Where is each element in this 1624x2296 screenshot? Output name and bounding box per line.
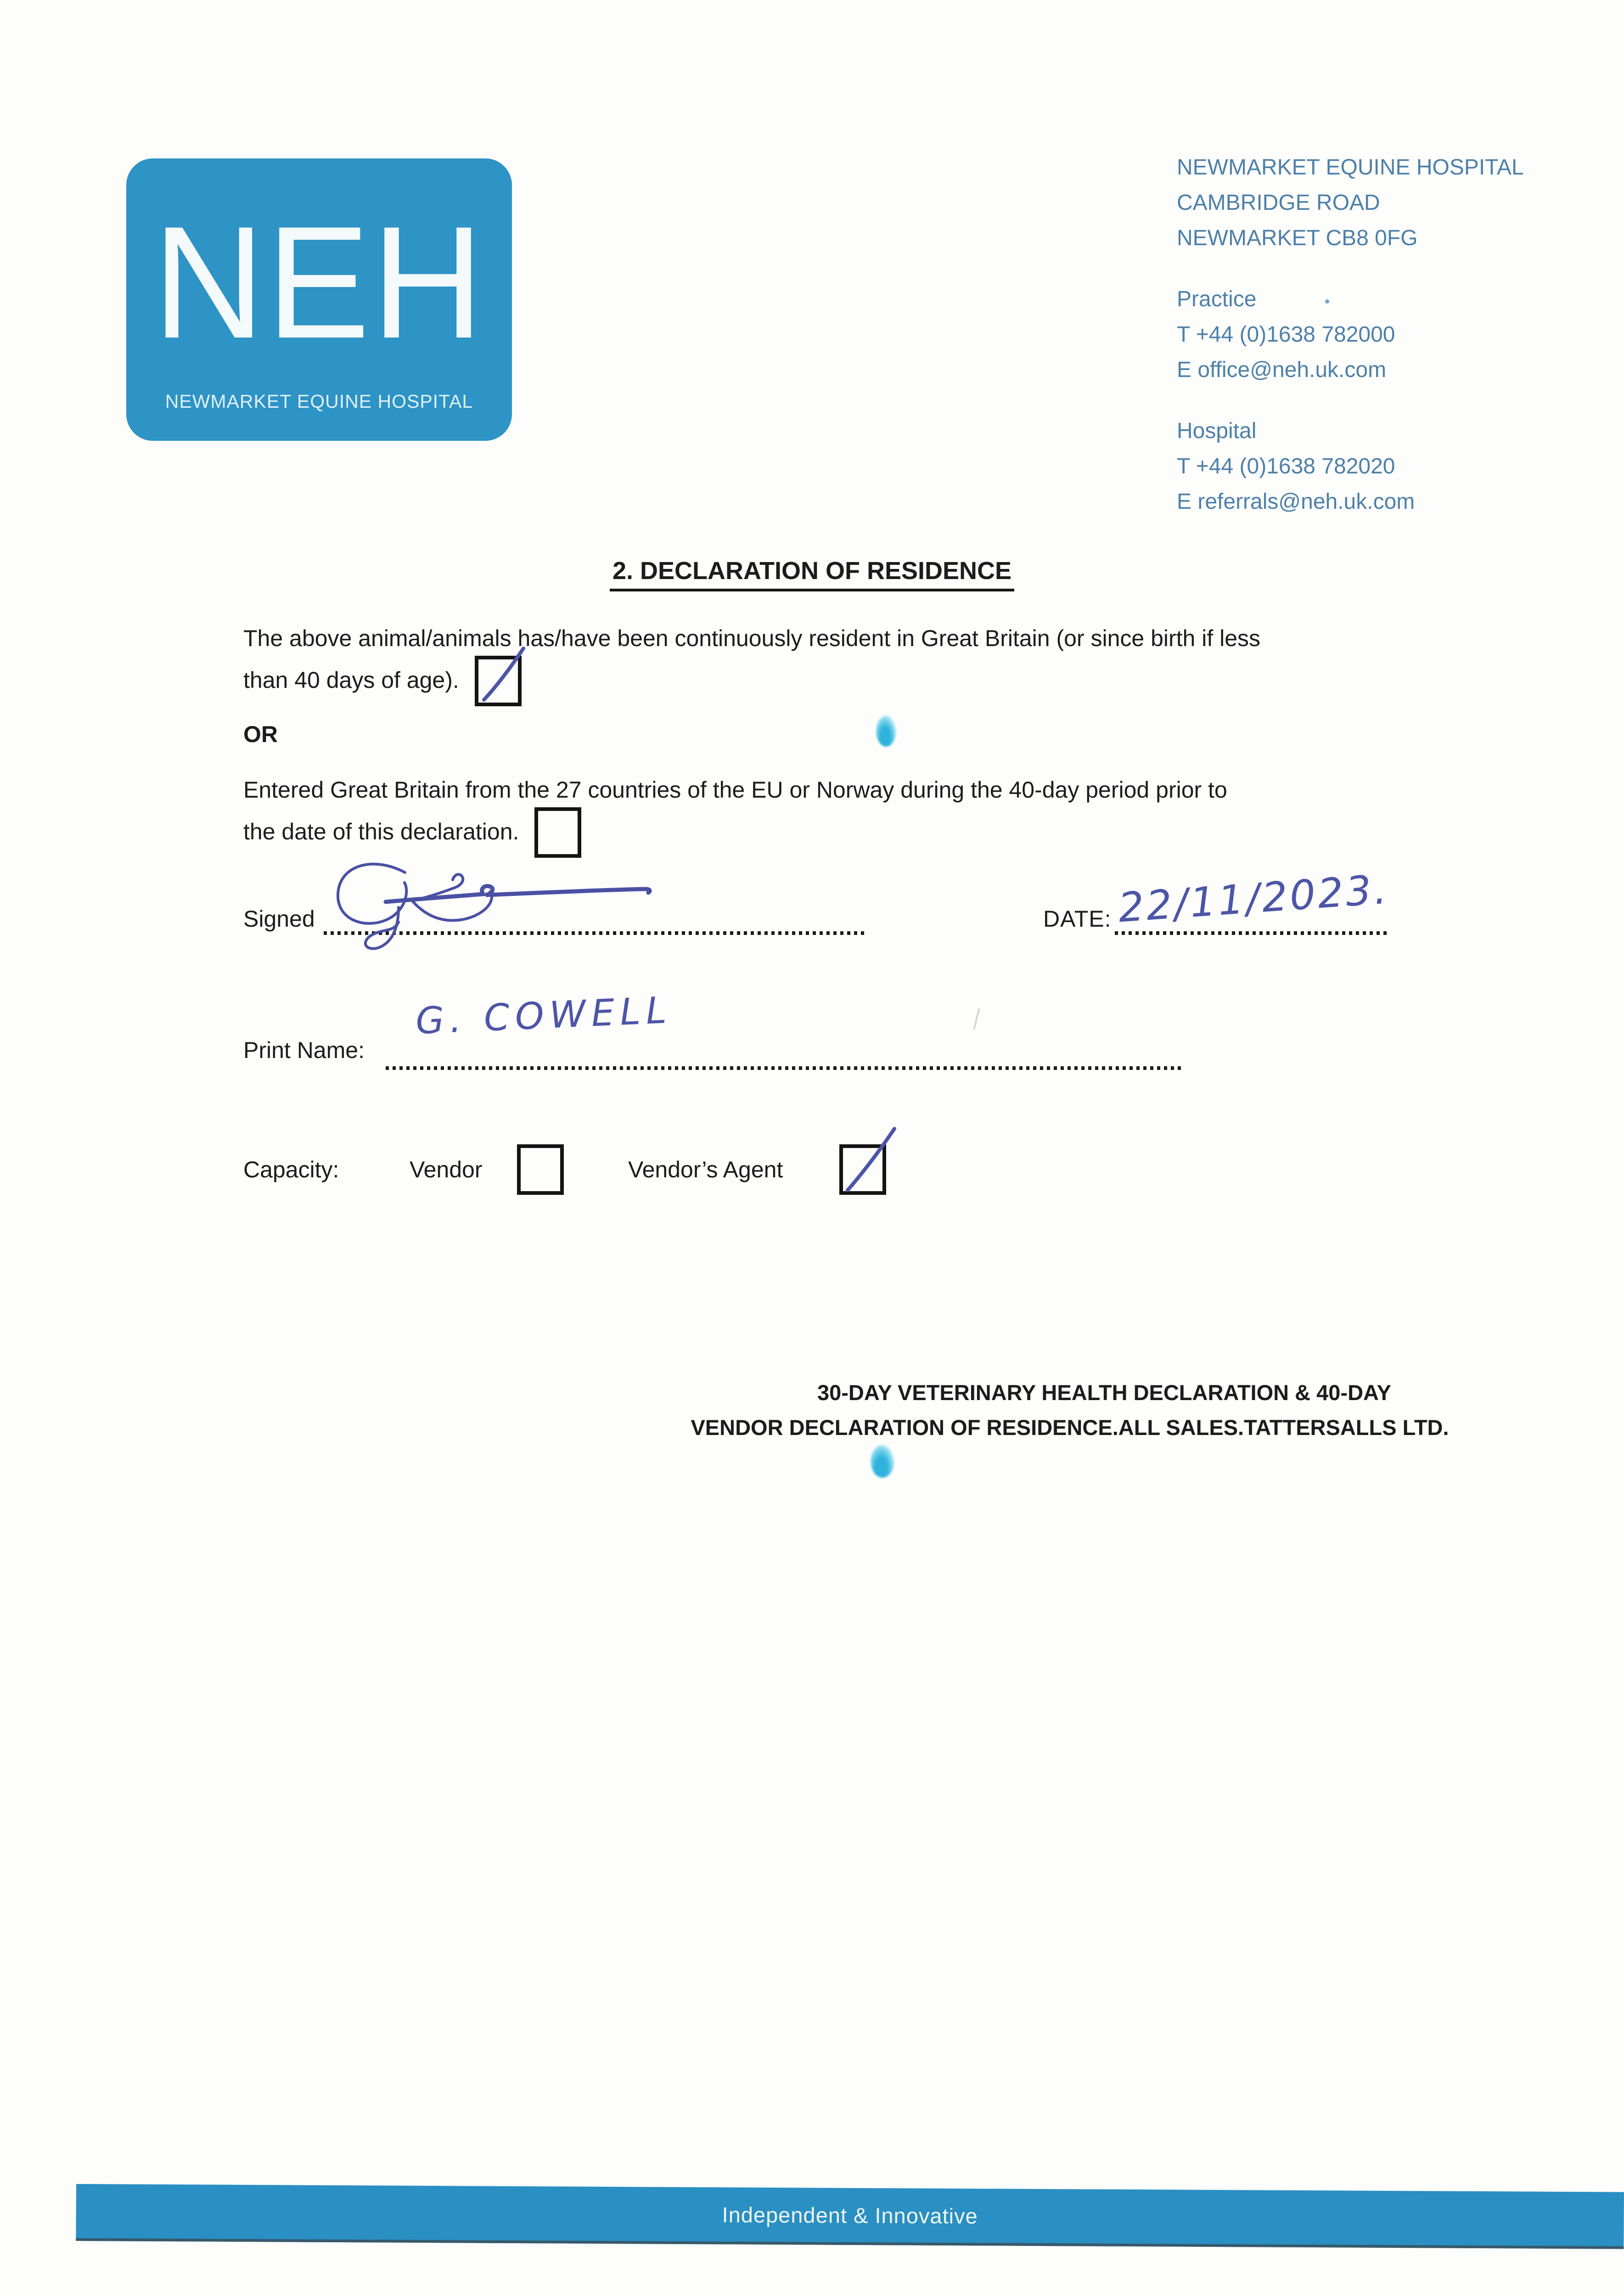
signed-label: Signed <box>243 906 315 932</box>
address-line: CAMBRIDGE ROAD <box>1177 191 1380 215</box>
heading-wrap <box>0 557 1624 591</box>
option2-line1: Entered Great Britain from the 27 countries of the EU or Norway during the 40-day period prior to <box>243 777 1227 803</box>
option1-line2-row <box>243 656 1483 706</box>
date-label: DATE: <box>1043 906 1112 932</box>
option1-paragraph <box>243 621 1483 706</box>
footer-slogan: Independent & Innovative <box>722 2202 978 2228</box>
capacity-option-agent-label: Vendor’s Agent <box>628 1157 783 1182</box>
footnote-block <box>606 1375 1534 1445</box>
hospital-label: Hospital <box>1177 419 1257 443</box>
print-name-label: Print Name: <box>243 1037 365 1063</box>
contact-block <box>1177 150 1524 545</box>
ink-speck <box>871 1445 894 1478</box>
option1-tick-icon <box>478 659 518 703</box>
capacity-option-vendor-label: Vendor <box>410 1157 483 1182</box>
neh-logo-subtitle: NEWMARKET EQUINE HOSPITAL <box>165 391 473 412</box>
practice-email: E office@neh.uk.com <box>1177 358 1387 382</box>
footnote-line2: VENDOR DECLARATION OF RESIDENCE.ALL SALES.TATTERSALLS LTD. <box>691 1415 1449 1440</box>
vendors-agent-checkbox <box>839 1144 886 1195</box>
footer-bar <box>76 2184 1624 2249</box>
option2-paragraph <box>243 772 1483 858</box>
neh-logo-abbr: NEH <box>152 193 486 371</box>
ink-speck <box>876 715 896 747</box>
address-line: NEWMARKET EQUINE HOSPITAL <box>1177 155 1524 180</box>
option1-checkbox <box>475 656 522 706</box>
hospital-group <box>1177 413 1524 519</box>
address-group <box>1177 150 1524 256</box>
practice-label: Practice <box>1177 287 1257 311</box>
date-handwriting: 22/11/2023. <box>1117 865 1391 932</box>
practice-group <box>1177 281 1524 388</box>
vendors-agent-tick-icon <box>843 1148 882 1191</box>
hospital-phone: T +44 (0)1638 782020 <box>1177 454 1395 478</box>
vendor-checkbox <box>517 1144 564 1195</box>
footnote-line1: 30-DAY VETERINARY HEALTH DECLARATION & 40-DAY <box>817 1380 1392 1405</box>
section-heading: 2. DECLARATION OF RESIDENCE <box>610 557 1014 591</box>
hospital-email: E referrals@neh.uk.com <box>1177 490 1415 514</box>
capacity-label: Capacity: <box>243 1157 339 1182</box>
option2-line2: the date of this declaration. <box>243 819 519 844</box>
address-line: NEWMARKET CB8 0FG <box>1177 226 1418 250</box>
print-name-handwriting: G. COWELL <box>415 988 673 1043</box>
scan-speck <box>1325 299 1329 304</box>
neh-logo <box>126 158 512 441</box>
signature-ink <box>275 850 666 987</box>
print-name-dotted-line <box>386 1066 1182 1070</box>
or-label: OR <box>243 721 278 747</box>
scan-smudge <box>973 1008 980 1030</box>
date-dotted-line <box>1115 931 1390 935</box>
option1-line2: than 40 days of age). <box>243 667 459 693</box>
practice-phone: T +44 (0)1638 782000 <box>1177 322 1395 347</box>
option1-line1: The above animal/animals has/have been continuously resident in Great Britain (or since birth if less <box>243 625 1261 651</box>
